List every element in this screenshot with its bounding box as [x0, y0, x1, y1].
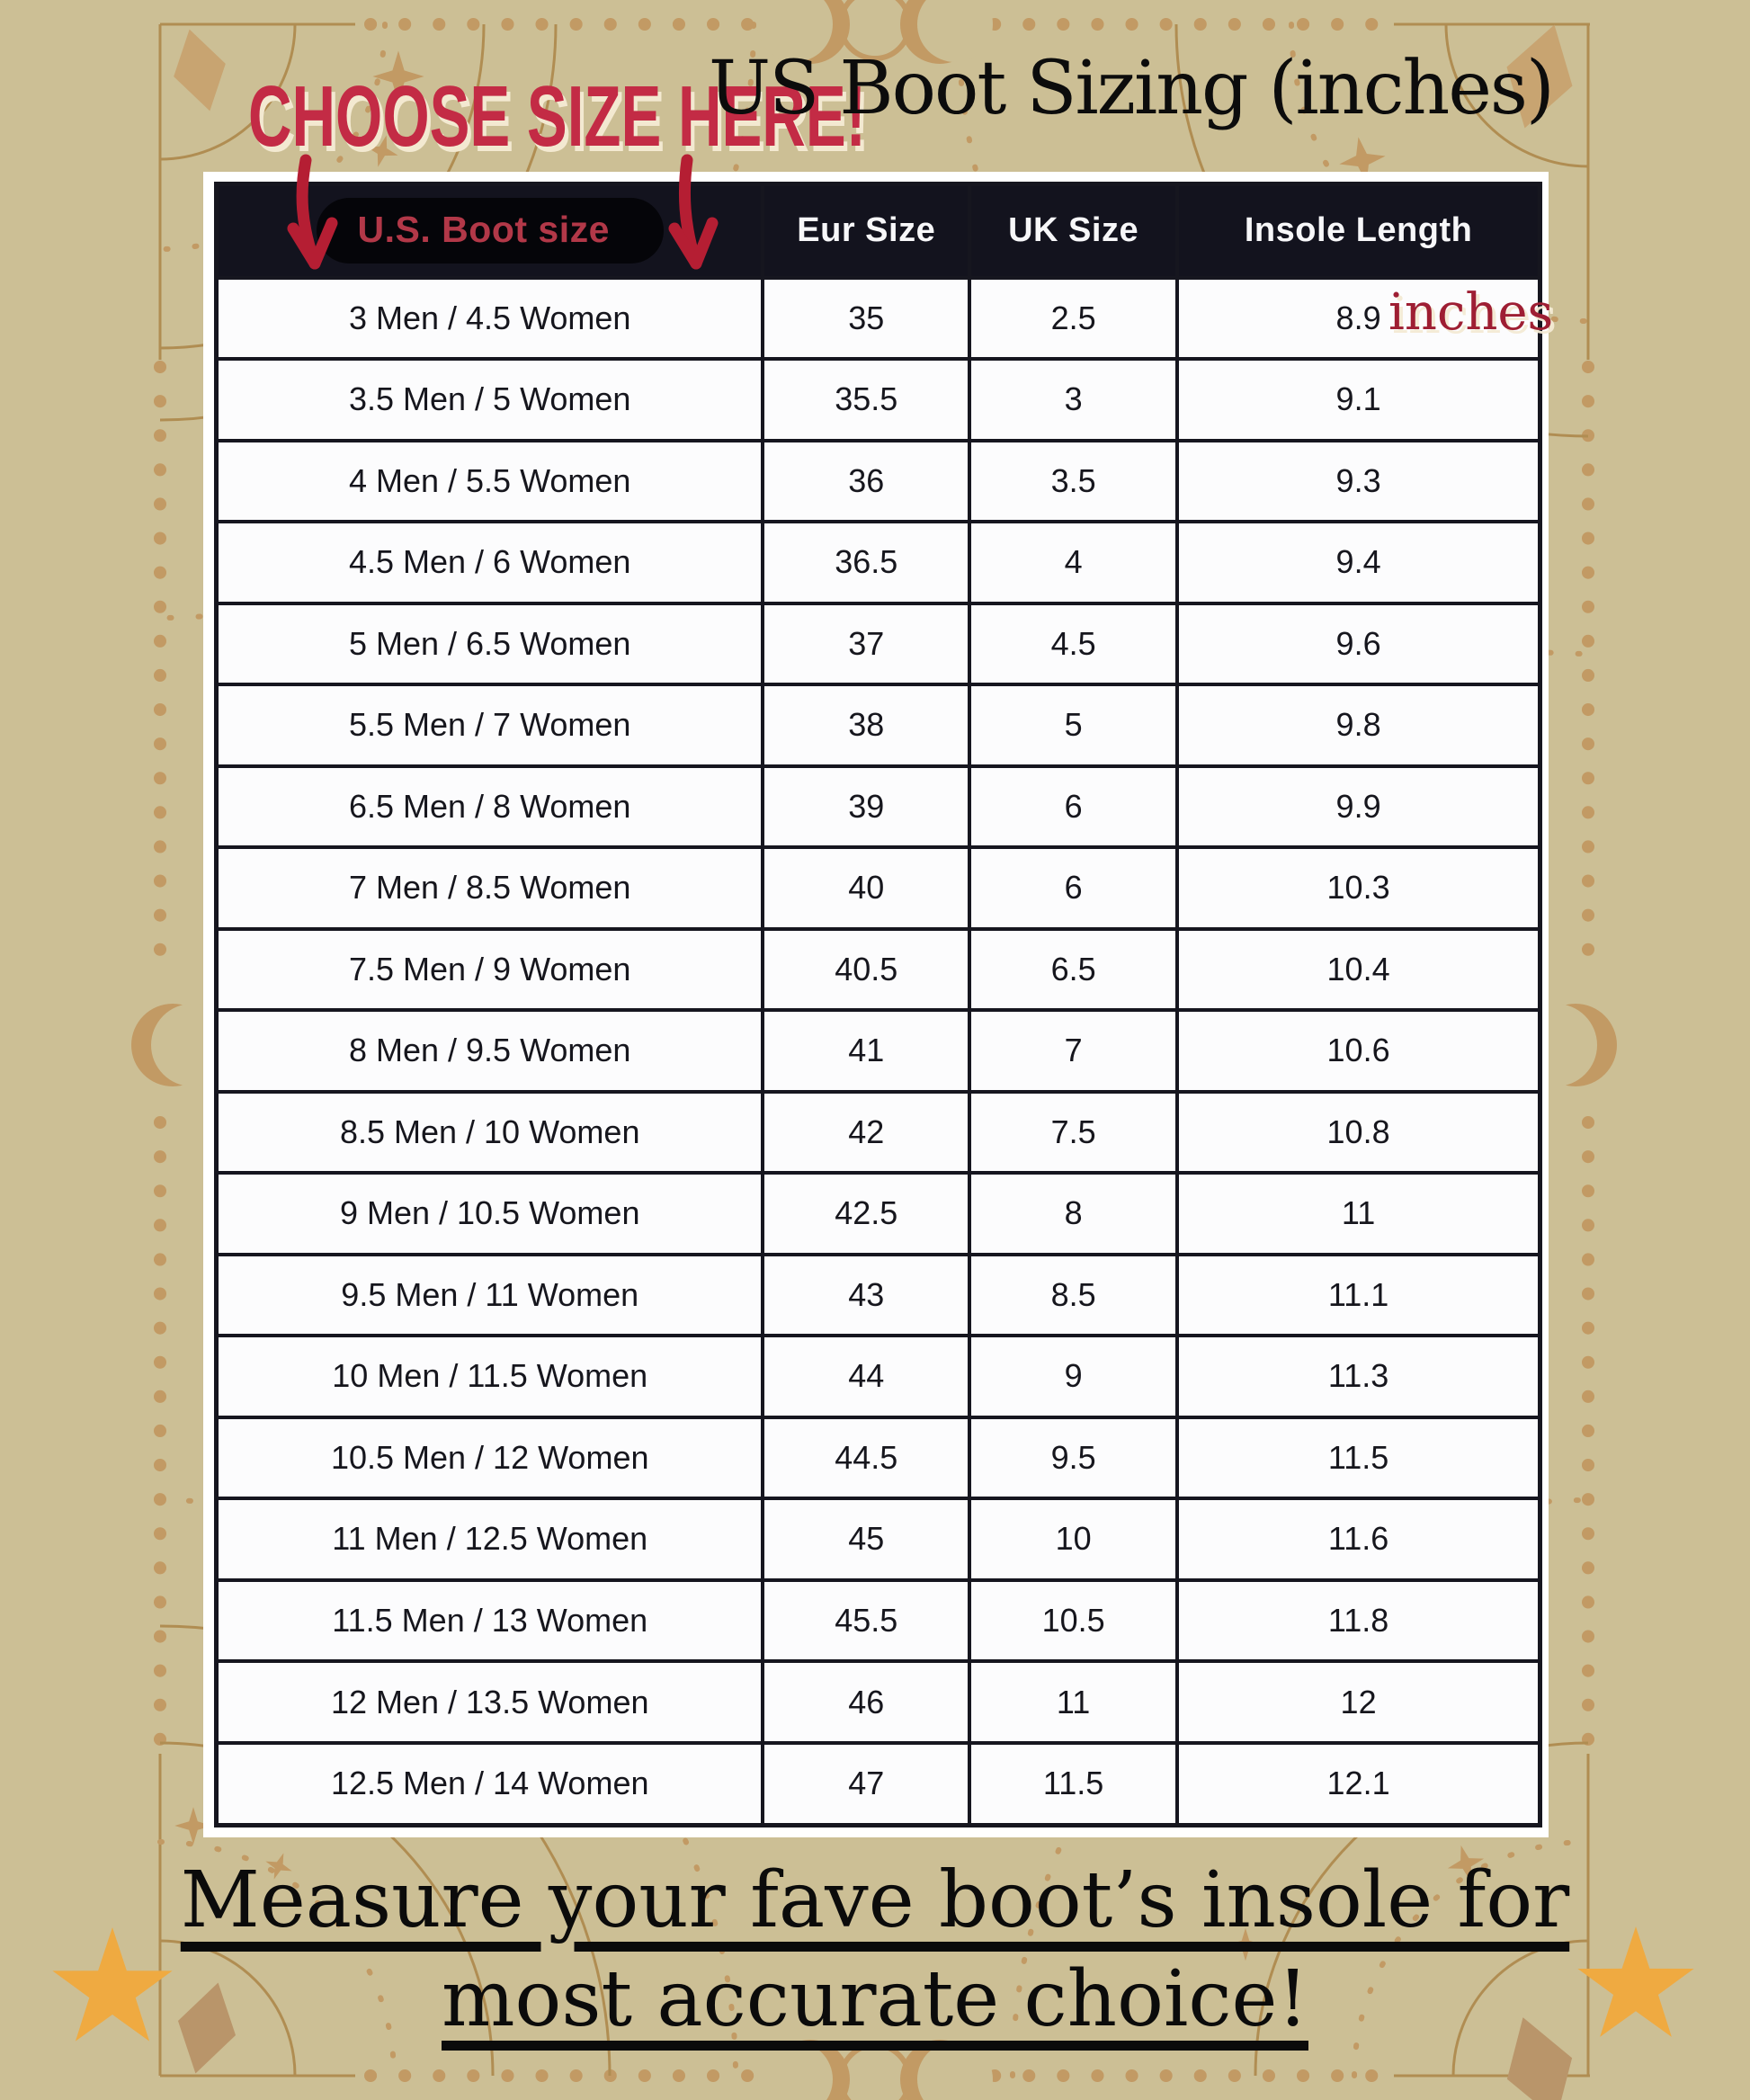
cell-us-size: 3.5 Men / 5 Women — [217, 359, 763, 441]
cell-eur-size: 45.5 — [763, 1580, 969, 1662]
cell-insole-length: 9.3 — [1177, 441, 1540, 523]
cell-uk-size: 9 — [969, 1336, 1177, 1417]
cell-eur-size: 42.5 — [763, 1173, 969, 1255]
cell-eur-size: 44.5 — [763, 1417, 969, 1499]
cell-uk-size: 8.5 — [969, 1255, 1177, 1336]
cell-us-size: 3 Men / 4.5 Women — [217, 278, 763, 360]
cell-uk-size: 2.5 — [969, 278, 1177, 360]
cell-uk-size: 6 — [969, 766, 1177, 848]
cell-us-size: 4.5 Men / 6 Women — [217, 522, 763, 603]
cell-uk-size: 4 — [969, 522, 1177, 603]
cell-eur-size: 35 — [763, 278, 969, 360]
cell-uk-size: 11.5 — [969, 1743, 1177, 1826]
cell-uk-size: 6 — [969, 847, 1177, 929]
page-title: US Boot Sizing (inches) — [709, 46, 1553, 131]
cell-insole-length: 9.1 — [1177, 359, 1540, 441]
cell-us-size: 8.5 Men / 10 Women — [217, 1092, 763, 1174]
cell-insole-length: 11.1 — [1177, 1255, 1540, 1336]
cell-us-size: 7.5 Men / 9 Women — [217, 929, 763, 1011]
cell-uk-size: 10 — [969, 1498, 1177, 1580]
cell-eur-size: 38 — [763, 684, 969, 766]
cell-insole-length: 10.3 — [1177, 847, 1540, 929]
cell-us-size: 10 Men / 11.5 Women — [217, 1336, 763, 1417]
cell-uk-size: 5 — [969, 684, 1177, 766]
cell-us-size: 12.5 Men / 14 Women — [217, 1743, 763, 1826]
cell-insole-length: 11 — [1177, 1173, 1540, 1255]
cell-eur-size: 40 — [763, 847, 969, 929]
inches-annotation: inches — [1388, 283, 1554, 342]
cell-eur-size: 35.5 — [763, 359, 969, 441]
cell-us-size: 9.5 Men / 11 Women — [217, 1255, 763, 1336]
cell-eur-size: 47 — [763, 1743, 969, 1826]
cell-eur-size: 36 — [763, 441, 969, 523]
cell-us-size: 4 Men / 5.5 Women — [217, 441, 763, 523]
header-eur-size: Eur Size — [763, 184, 969, 278]
cell-eur-size: 44 — [763, 1336, 969, 1417]
cell-insole-length: 10.4 — [1177, 929, 1540, 1011]
cell-eur-size: 37 — [763, 603, 969, 685]
choose-size-callout: CHOOSE SIZE HERE! — [248, 68, 867, 165]
cell-eur-size: 40.5 — [763, 929, 969, 1011]
header-uk-size: UK Size — [969, 184, 1177, 278]
down-arrow-icon — [293, 160, 332, 264]
cell-eur-size: 46 — [763, 1661, 969, 1743]
cell-us-size: 8 Men / 9.5 Women — [217, 1010, 763, 1092]
cell-us-size: 6.5 Men / 8 Women — [217, 766, 763, 848]
header-insole-length: Insole Length — [1177, 184, 1540, 278]
cell-us-size: 5 Men / 6.5 Women — [217, 603, 763, 685]
cell-uk-size: 7 — [969, 1010, 1177, 1092]
cell-insole-length: 10.6 — [1177, 1010, 1540, 1092]
cell-eur-size: 45 — [763, 1498, 969, 1580]
down-arrow-icon — [674, 160, 712, 264]
us-boot-size-pill: U.S. Boot size — [317, 198, 664, 264]
cell-insole-length: 10.8 — [1177, 1092, 1540, 1174]
cell-insole-length: 11.5 — [1177, 1417, 1540, 1499]
cell-us-size: 11.5 Men / 13 Women — [217, 1580, 763, 1662]
cell-insole-length: 11.6 — [1177, 1498, 1540, 1580]
cell-eur-size: 41 — [763, 1010, 969, 1092]
cell-us-size: 5.5 Men / 7 Women — [217, 684, 763, 766]
cell-us-size: 11 Men / 12.5 Women — [217, 1498, 763, 1580]
cell-insole-length: 12.1 — [1177, 1743, 1540, 1826]
cell-eur-size: 43 — [763, 1255, 969, 1336]
cell-uk-size: 8 — [969, 1173, 1177, 1255]
cell-uk-size: 7.5 — [969, 1092, 1177, 1174]
cell-insole-length: 12 — [1177, 1661, 1540, 1743]
cell-uk-size: 10.5 — [969, 1580, 1177, 1662]
cell-insole-length: 9.8 — [1177, 684, 1540, 766]
cell-uk-size: 6.5 — [969, 929, 1177, 1011]
cell-eur-size: 39 — [763, 766, 969, 848]
cell-us-size: 9 Men / 10.5 Women — [217, 1173, 763, 1255]
cell-uk-size: 4.5 — [969, 603, 1177, 685]
cell-us-size: 12 Men / 13.5 Women — [217, 1661, 763, 1743]
cell-insole-length: 8.9 — [1177, 278, 1540, 360]
cell-uk-size: 3 — [969, 359, 1177, 441]
cell-insole-length: 11.8 — [1177, 1580, 1540, 1662]
cell-us-size: 7 Men / 8.5 Women — [217, 847, 763, 929]
cell-insole-length: 9.6 — [1177, 603, 1540, 685]
cell-uk-size: 3.5 — [969, 441, 1177, 523]
cell-eur-size: 36.5 — [763, 522, 969, 603]
cell-insole-length: 9.9 — [1177, 766, 1540, 848]
cell-insole-length: 11.3 — [1177, 1336, 1540, 1417]
footer-line-2: most accurate choice! — [442, 1954, 1308, 2045]
cell-us-size: 10.5 Men / 12 Women — [217, 1417, 763, 1499]
cell-insole-length: 9.4 — [1177, 522, 1540, 603]
cell-eur-size: 42 — [763, 1092, 969, 1174]
cell-uk-size: 11 — [969, 1661, 1177, 1743]
footer-line-1: Measure your fave boot’s insole for — [180, 1855, 1570, 1945]
cell-uk-size: 9.5 — [969, 1417, 1177, 1499]
